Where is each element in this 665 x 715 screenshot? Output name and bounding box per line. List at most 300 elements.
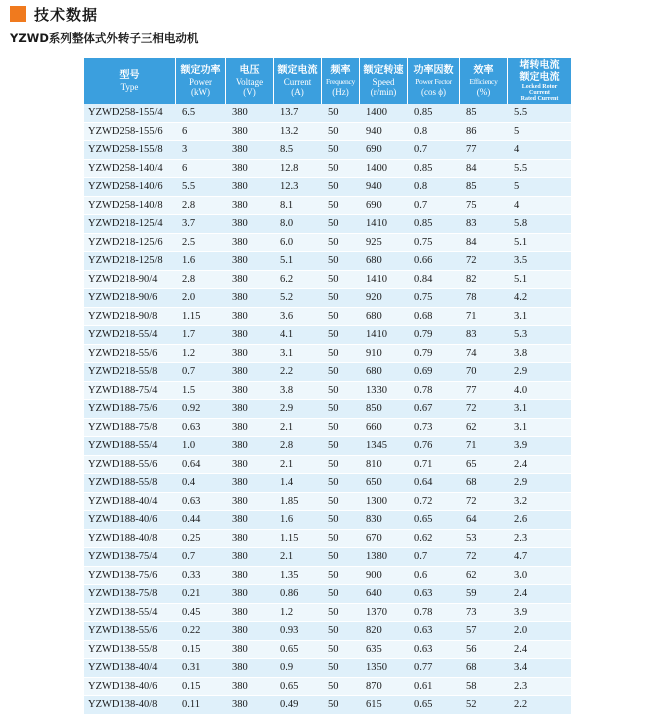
table-row	[84, 659, 571, 678]
cell-current: 2.8	[274, 437, 322, 456]
cell-efficiency: 72	[460, 400, 508, 419]
table-row	[84, 696, 571, 715]
table-row	[84, 437, 571, 456]
cell-frequency: 50	[322, 622, 360, 641]
cell-speed: 810	[360, 456, 408, 475]
cell-frequency: 50	[322, 215, 360, 234]
cell-power-factor: 0.63	[408, 641, 460, 660]
cell-locked-rotor-ratio: 3.2	[508, 493, 571, 512]
cell-type: YZWD258-140/4	[84, 160, 176, 179]
cell-locked-rotor-ratio: 4	[508, 197, 571, 216]
cell-power-factor: 0.75	[408, 234, 460, 253]
cell-frequency: 50	[322, 641, 360, 660]
cell-voltage: 380	[226, 659, 274, 678]
cell-speed: 615	[360, 696, 408, 715]
cell-type: YZWD258-140/8	[84, 197, 176, 216]
table-row	[84, 234, 571, 253]
cell-voltage: 380	[226, 585, 274, 604]
cell-voltage: 380	[226, 289, 274, 308]
cell-voltage: 380	[226, 363, 274, 382]
cell-efficiency: 84	[460, 160, 508, 179]
cell-power: 0.44	[176, 511, 226, 530]
cell-locked-rotor-ratio: 2.3	[508, 678, 571, 697]
cell-speed: 870	[360, 678, 408, 697]
cell-locked-rotor-ratio: 2.9	[508, 474, 571, 493]
cell-power-factor: 0.71	[408, 456, 460, 475]
table-row	[84, 530, 571, 549]
cell-voltage: 380	[226, 419, 274, 438]
cell-current: 1.15	[274, 530, 322, 549]
cell-locked-rotor-ratio: 4.7	[508, 548, 571, 567]
cell-efficiency: 74	[460, 345, 508, 364]
cell-efficiency: 57	[460, 622, 508, 641]
cell-frequency: 50	[322, 197, 360, 216]
table-row	[84, 400, 571, 419]
header-voltage: 电压 Voltage (V)	[226, 58, 274, 104]
cell-locked-rotor-ratio: 3.4	[508, 659, 571, 678]
cell-locked-rotor-ratio: 2.3	[508, 530, 571, 549]
cell-frequency: 50	[322, 493, 360, 512]
cell-type: YZWD218-55/4	[84, 326, 176, 345]
header-power-factor: 功率因数 Power Fector (cos ϕ)	[408, 58, 460, 104]
cell-voltage: 380	[226, 400, 274, 419]
cell-speed: 820	[360, 622, 408, 641]
cell-type: YZWD188-40/4	[84, 493, 176, 512]
table-row	[84, 493, 571, 512]
table-row	[84, 382, 571, 401]
cell-frequency: 50	[322, 604, 360, 623]
cell-power: 3	[176, 141, 226, 160]
cell-power: 1.5	[176, 382, 226, 401]
cell-power: 0.7	[176, 363, 226, 382]
cell-efficiency: 78	[460, 289, 508, 308]
cell-type: YZWD138-75/8	[84, 585, 176, 604]
cell-power-factor: 0.85	[408, 104, 460, 123]
cell-type: YZWD218-90/6	[84, 289, 176, 308]
cell-current: 13.2	[274, 123, 322, 142]
cell-speed: 650	[360, 474, 408, 493]
cell-locked-rotor-ratio: 5.8	[508, 215, 571, 234]
cell-voltage: 380	[226, 345, 274, 364]
table-row	[84, 104, 571, 123]
cell-type: YZWD218-90/4	[84, 271, 176, 290]
cell-current: 4.1	[274, 326, 322, 345]
cell-locked-rotor-ratio: 2.4	[508, 641, 571, 660]
cell-voltage: 380	[226, 160, 274, 179]
table-row	[84, 419, 571, 438]
cell-voltage: 380	[226, 530, 274, 549]
header-efficiency: 效率 Efficiency (%)	[460, 58, 508, 104]
cell-current: 5.2	[274, 289, 322, 308]
cell-power: 0.21	[176, 585, 226, 604]
cell-frequency: 50	[322, 567, 360, 586]
cell-speed: 690	[360, 197, 408, 216]
cell-frequency: 50	[322, 178, 360, 197]
cell-speed: 680	[360, 308, 408, 327]
cell-frequency: 50	[322, 474, 360, 493]
cell-current: 3.8	[274, 382, 322, 401]
cell-frequency: 50	[322, 400, 360, 419]
cell-power-factor: 0.78	[408, 382, 460, 401]
cell-type: YZWD138-55/8	[84, 641, 176, 660]
cell-current: 3.1	[274, 345, 322, 364]
cell-power: 1.7	[176, 326, 226, 345]
table-row	[84, 215, 571, 234]
cell-power: 0.63	[176, 419, 226, 438]
page-subtitle: YZWD系列整体式外转子三相电动机	[10, 31, 199, 45]
cell-speed: 1410	[360, 215, 408, 234]
cell-speed: 660	[360, 419, 408, 438]
cell-voltage: 380	[226, 493, 274, 512]
cell-voltage: 380	[226, 178, 274, 197]
cell-power: 0.45	[176, 604, 226, 623]
cell-voltage: 380	[226, 678, 274, 697]
table-row	[84, 678, 571, 697]
cell-current: 8.1	[274, 197, 322, 216]
cell-power: 6	[176, 123, 226, 142]
cell-power: 1.2	[176, 345, 226, 364]
cell-speed: 680	[360, 363, 408, 382]
cell-speed: 1400	[360, 104, 408, 123]
cell-voltage: 380	[226, 548, 274, 567]
cell-voltage: 380	[226, 197, 274, 216]
cell-current: 2.9	[274, 400, 322, 419]
cell-frequency: 50	[322, 289, 360, 308]
cell-voltage: 380	[226, 326, 274, 345]
cell-type: YZWD218-90/8	[84, 308, 176, 327]
header-power: 额定功率 Power (kW)	[176, 58, 226, 104]
cell-speed: 680	[360, 252, 408, 271]
cell-voltage: 380	[226, 234, 274, 253]
cell-voltage: 380	[226, 123, 274, 142]
cell-current: 12.8	[274, 160, 322, 179]
table-row	[84, 511, 571, 530]
header-locked-rotor-ratio: 堵转电流 额定电流 Locked Rotor Current Rated Current	[508, 58, 571, 104]
cell-efficiency: 77	[460, 382, 508, 401]
cell-type: YZWD138-55/4	[84, 604, 176, 623]
cell-efficiency: 77	[460, 141, 508, 160]
cell-locked-rotor-ratio: 5	[508, 123, 571, 142]
table-row	[84, 271, 571, 290]
cell-current: 0.65	[274, 678, 322, 697]
cell-power-factor: 0.62	[408, 530, 460, 549]
cell-locked-rotor-ratio: 5.5	[508, 160, 571, 179]
cell-locked-rotor-ratio: 2.4	[508, 456, 571, 475]
cell-speed: 1350	[360, 659, 408, 678]
cell-speed: 1410	[360, 271, 408, 290]
cell-power: 3.7	[176, 215, 226, 234]
cell-speed: 900	[360, 567, 408, 586]
cell-power-factor: 0.68	[408, 308, 460, 327]
cell-type: YZWD218-125/6	[84, 234, 176, 253]
cell-efficiency: 62	[460, 567, 508, 586]
table-row	[84, 622, 571, 641]
cell-type: YZWD138-75/6	[84, 567, 176, 586]
section-header	[10, 4, 98, 24]
cell-speed: 1345	[360, 437, 408, 456]
cell-power-factor: 0.7	[408, 197, 460, 216]
cell-power: 0.22	[176, 622, 226, 641]
cell-power-factor: 0.79	[408, 345, 460, 364]
cell-power: 0.64	[176, 456, 226, 475]
cell-speed: 940	[360, 178, 408, 197]
cell-speed: 635	[360, 641, 408, 660]
table-row	[84, 289, 571, 308]
cell-current: 6.0	[274, 234, 322, 253]
cell-power: 1.6	[176, 252, 226, 271]
cell-current: 2.2	[274, 363, 322, 382]
cell-voltage: 380	[226, 641, 274, 660]
cell-speed: 1400	[360, 160, 408, 179]
table-row	[84, 641, 571, 660]
cell-frequency: 50	[322, 419, 360, 438]
cell-current: 0.49	[274, 696, 322, 715]
cell-type: YZWD188-55/8	[84, 474, 176, 493]
cell-type: YZWD258-155/8	[84, 141, 176, 160]
cell-type: YZWD138-75/4	[84, 548, 176, 567]
cell-type: YZWD258-155/4	[84, 104, 176, 123]
cell-type: YZWD218-55/8	[84, 363, 176, 382]
cell-efficiency: 68	[460, 474, 508, 493]
cell-speed: 1370	[360, 604, 408, 623]
cell-current: 1.4	[274, 474, 322, 493]
cell-speed: 830	[360, 511, 408, 530]
cell-current: 2.1	[274, 548, 322, 567]
header-speed: 额定转速 Speed (r/min)	[360, 58, 408, 104]
cell-type: YZWD258-140/6	[84, 178, 176, 197]
cell-efficiency: 70	[460, 363, 508, 382]
cell-efficiency: 85	[460, 104, 508, 123]
cell-locked-rotor-ratio: 2.2	[508, 696, 571, 715]
cell-voltage: 380	[226, 474, 274, 493]
cell-power: 6.5	[176, 104, 226, 123]
cell-power: 0.25	[176, 530, 226, 549]
cell-frequency: 50	[322, 678, 360, 697]
cell-efficiency: 68	[460, 659, 508, 678]
cell-frequency: 50	[322, 234, 360, 253]
cell-current: 1.2	[274, 604, 322, 623]
table-row	[84, 345, 571, 364]
cell-type: YZWD188-55/6	[84, 456, 176, 475]
cell-power: 5.5	[176, 178, 226, 197]
cell-type: YZWD188-40/8	[84, 530, 176, 549]
cell-power: 2.0	[176, 289, 226, 308]
header-type: 型号 Type	[84, 58, 176, 104]
table-row	[84, 160, 571, 179]
cell-current: 6.2	[274, 271, 322, 290]
cell-frequency: 50	[322, 511, 360, 530]
cell-locked-rotor-ratio: 5	[508, 178, 571, 197]
cell-efficiency: 82	[460, 271, 508, 290]
cell-current: 5.1	[274, 252, 322, 271]
cell-efficiency: 72	[460, 493, 508, 512]
cell-frequency: 50	[322, 271, 360, 290]
cell-power-factor: 0.63	[408, 622, 460, 641]
cell-efficiency: 65	[460, 456, 508, 475]
cell-locked-rotor-ratio: 4.2	[508, 289, 571, 308]
cell-efficiency: 72	[460, 252, 508, 271]
cell-speed: 1380	[360, 548, 408, 567]
cell-power-factor: 0.61	[408, 678, 460, 697]
cell-voltage: 380	[226, 215, 274, 234]
cell-frequency: 50	[322, 585, 360, 604]
cell-efficiency: 73	[460, 604, 508, 623]
cell-efficiency: 62	[460, 419, 508, 438]
cell-frequency: 50	[322, 104, 360, 123]
table-row	[84, 548, 571, 567]
table-row	[84, 326, 571, 345]
cell-voltage: 380	[226, 252, 274, 271]
table-row	[84, 567, 571, 586]
cell-locked-rotor-ratio: 4	[508, 141, 571, 160]
cell-locked-rotor-ratio: 2.4	[508, 585, 571, 604]
cell-type: YZWD188-75/6	[84, 400, 176, 419]
cell-locked-rotor-ratio: 5.3	[508, 326, 571, 345]
cell-frequency: 50	[322, 659, 360, 678]
table-body	[84, 104, 571, 715]
cell-current: 0.65	[274, 641, 322, 660]
cell-efficiency: 71	[460, 308, 508, 327]
cell-type: YZWD138-40/4	[84, 659, 176, 678]
cell-power: 0.15	[176, 678, 226, 697]
cell-frequency: 50	[322, 437, 360, 456]
cell-locked-rotor-ratio: 4.0	[508, 382, 571, 401]
cell-power: 0.15	[176, 641, 226, 660]
cell-power-factor: 0.8	[408, 178, 460, 197]
cell-speed: 925	[360, 234, 408, 253]
cell-frequency: 50	[322, 160, 360, 179]
cell-power-factor: 0.75	[408, 289, 460, 308]
cell-current: 0.9	[274, 659, 322, 678]
cell-power-factor: 0.8	[408, 123, 460, 142]
cell-power: 0.63	[176, 493, 226, 512]
cell-current: 8.5	[274, 141, 322, 160]
cell-type: YZWD138-55/6	[84, 622, 176, 641]
table-row	[84, 363, 571, 382]
cell-current: 12.3	[274, 178, 322, 197]
cell-current: 1.6	[274, 511, 322, 530]
cell-speed: 1410	[360, 326, 408, 345]
cell-type: YZWD258-155/6	[84, 123, 176, 142]
cell-speed: 920	[360, 289, 408, 308]
cell-voltage: 380	[226, 271, 274, 290]
cell-type: YZWD138-40/8	[84, 696, 176, 715]
cell-voltage: 380	[226, 382, 274, 401]
cell-power: 0.4	[176, 474, 226, 493]
cell-power-factor: 0.76	[408, 437, 460, 456]
cell-efficiency: 72	[460, 548, 508, 567]
page-title: 技术数据	[34, 5, 99, 24]
cell-voltage: 380	[226, 696, 274, 715]
cell-power-factor: 0.65	[408, 511, 460, 530]
cell-power-factor: 0.72	[408, 493, 460, 512]
cell-efficiency: 64	[460, 511, 508, 530]
orange-square-icon	[10, 6, 26, 22]
cell-locked-rotor-ratio: 5.1	[508, 271, 571, 290]
cell-power: 1.15	[176, 308, 226, 327]
cell-frequency: 50	[322, 123, 360, 142]
table-row	[84, 252, 571, 271]
cell-frequency: 50	[322, 252, 360, 271]
cell-power: 2.8	[176, 271, 226, 290]
cell-power-factor: 0.69	[408, 363, 460, 382]
cell-speed: 940	[360, 123, 408, 142]
cell-current: 2.1	[274, 456, 322, 475]
cell-type: YZWD218-125/8	[84, 252, 176, 271]
cell-locked-rotor-ratio: 2.6	[508, 511, 571, 530]
cell-frequency: 50	[322, 326, 360, 345]
cell-power-factor: 0.78	[408, 604, 460, 623]
cell-locked-rotor-ratio: 3.1	[508, 308, 571, 327]
cell-voltage: 380	[226, 437, 274, 456]
cell-locked-rotor-ratio: 3.0	[508, 567, 571, 586]
cell-locked-rotor-ratio: 3.8	[508, 345, 571, 364]
cell-speed: 850	[360, 400, 408, 419]
cell-current: 8.0	[274, 215, 322, 234]
cell-locked-rotor-ratio: 3.1	[508, 400, 571, 419]
cell-efficiency: 83	[460, 326, 508, 345]
table-row	[84, 197, 571, 216]
cell-power: 0.92	[176, 400, 226, 419]
header-frequency: 频率 Frequency (Hz)	[322, 58, 360, 104]
cell-locked-rotor-ratio: 5.1	[508, 234, 571, 253]
cell-power: 1.0	[176, 437, 226, 456]
cell-type: YZWD218-55/6	[84, 345, 176, 364]
cell-current: 13.7	[274, 104, 322, 123]
cell-type: YZWD188-40/6	[84, 511, 176, 530]
cell-power-factor: 0.85	[408, 160, 460, 179]
cell-frequency: 50	[322, 548, 360, 567]
cell-power-factor: 0.85	[408, 215, 460, 234]
technical-data-table	[84, 58, 571, 715]
cell-voltage: 380	[226, 104, 274, 123]
cell-power-factor: 0.7	[408, 548, 460, 567]
cell-efficiency: 59	[460, 585, 508, 604]
cell-locked-rotor-ratio: 2.9	[508, 363, 571, 382]
cell-locked-rotor-ratio: 3.9	[508, 604, 571, 623]
cell-frequency: 50	[322, 345, 360, 364]
cell-current: 0.93	[274, 622, 322, 641]
cell-power-factor: 0.77	[408, 659, 460, 678]
cell-power: 0.33	[176, 567, 226, 586]
cell-current: 3.6	[274, 308, 322, 327]
cell-power: 0.7	[176, 548, 226, 567]
cell-efficiency: 85	[460, 178, 508, 197]
cell-speed: 670	[360, 530, 408, 549]
cell-power-factor: 0.79	[408, 326, 460, 345]
cell-power-factor: 0.6	[408, 567, 460, 586]
cell-power-factor: 0.7	[408, 141, 460, 160]
cell-type: YZWD138-40/6	[84, 678, 176, 697]
cell-efficiency: 86	[460, 123, 508, 142]
cell-power-factor: 0.65	[408, 696, 460, 715]
cell-power: 2.5	[176, 234, 226, 253]
header-current: 额定电流 Current (A)	[274, 58, 322, 104]
cell-frequency: 50	[322, 696, 360, 715]
cell-current: 0.86	[274, 585, 322, 604]
cell-voltage: 380	[226, 604, 274, 623]
cell-voltage: 380	[226, 567, 274, 586]
table-row	[84, 585, 571, 604]
cell-frequency: 50	[322, 530, 360, 549]
cell-locked-rotor-ratio: 3.9	[508, 437, 571, 456]
cell-frequency: 50	[322, 363, 360, 382]
cell-frequency: 50	[322, 382, 360, 401]
cell-current: 2.1	[274, 419, 322, 438]
cell-voltage: 380	[226, 308, 274, 327]
cell-power: 0.11	[176, 696, 226, 715]
cell-frequency: 50	[322, 308, 360, 327]
